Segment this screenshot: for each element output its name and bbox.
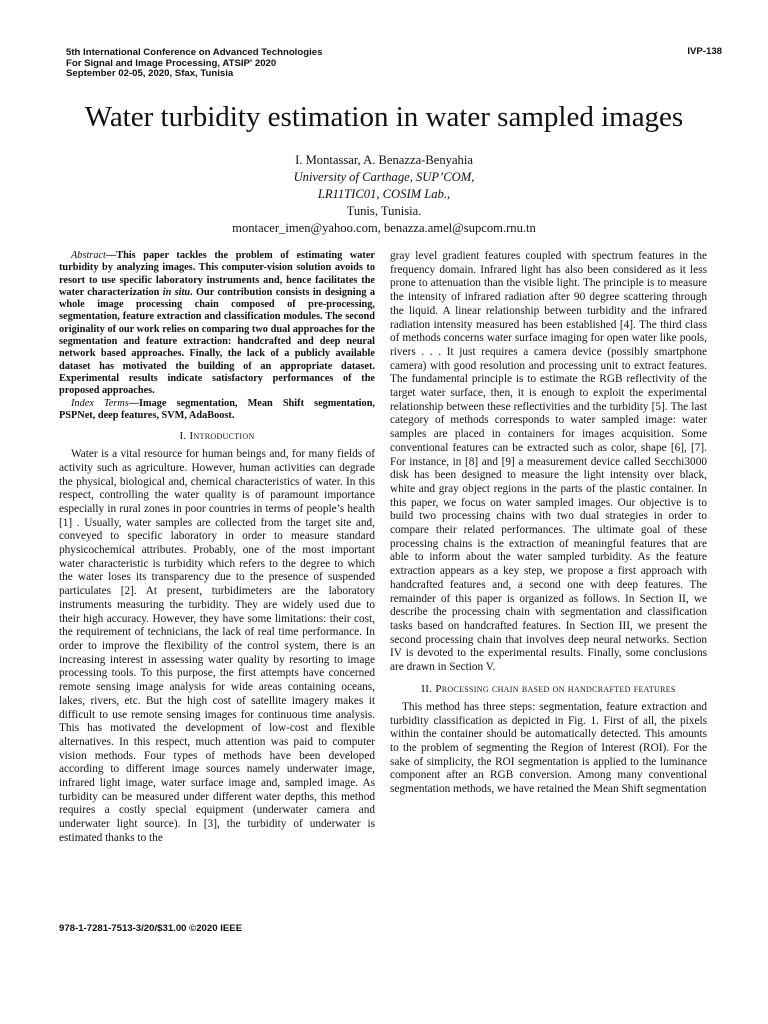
author-location: Tunis, Tunisia. bbox=[346, 204, 422, 218]
paper-title: Water turbidity estimation in water sampled images bbox=[84, 101, 684, 133]
left-column bbox=[59, 250, 375, 846]
abstract-in-situ: in situ bbox=[162, 286, 191, 298]
index-terms bbox=[59, 398, 375, 423]
right-paragraph-2: This method has three steps: segmentation, feature extraction and turbidity classification as depicted in Fig. 1. First of all, the pixels within the container should be automatically detected. This amounts to the problem of segmenting the Region of Interest (ROI). For the sake of simplicity, the ROI segmentation is applied to the luminance component after an RGB conversion. Among many conventional segmentation methods, we have retained the Mean Shift segmentation bbox=[390, 700, 707, 796]
author-emails: montacer_imen@yahoo.com, benazza.amel@supcom.rnu.tn bbox=[232, 221, 536, 235]
right-paragraph-1: gray level gradient features coupled with spectrum features in the frequency domain. Infrared light has also been considered as it less prone to attenuation than the visible light. The principle is to measure the intensity of infrared radiation after 90 degree scattering through the liquid. A linear relationship between turbidity and the infrared radiation intensity measured has been established [4]. The third class of methods concerns water surface imaging for open water like pools, rivers . . . It just requires a camera device (possibly smartphone camera) with good resolution and processing unit to extract features. The fundamental principle is to estimate the RGB reflectivity of the target water surface, then, it is enough to exploit the experimental relationship between these reflectivities and the turbidity [5]. The last category of methods corresponds to water sampled image: water samples are placed in containers for images acquisition. Some conventional features can be extracted such as color, shape [6], [7]. For instance, in [8] and [9] a measurement device called Secchi3000 disk has been designed to measure the light intensity over black, white and gray object regions in the parts of the plastic container. In this paper, we focus on water sampled images. Our objective is to build two processing chains with two dual strategies in order to compare their related performances. The ultimate goal of these processing chains is the extraction of meaningful features that are able to inform about the water sampled turbidity. As the feature extraction appears as a key step, we propose a first approach with handcrafted features and, a second one with deep features. The remainder of this paper is organized as follows. In Section II, we describe the processing chain with segmentation and classification tasks based on handcrafted features. In Section III, we present the second processing chain that involves deep neural networks. Section IV is devoted to the experimental results. Finally, some conclusions are drawn in Section V. bbox=[390, 250, 707, 674]
copyright-footer: 978-1-7281-7513-3/20/$31.00 ©2020 IEEE bbox=[59, 923, 243, 934]
affiliation-line-2: LR11TIC01, COSIM Lab., bbox=[317, 187, 451, 201]
conference-header bbox=[66, 48, 322, 80]
right-column bbox=[390, 250, 707, 797]
conference-line-1: 5th International Conference on Advanced Technologies bbox=[66, 47, 323, 58]
author-block bbox=[0, 152, 768, 237]
author-names: I. Montassar, A. Benazza-Benyahia bbox=[295, 153, 473, 167]
affiliation-line-1: University of Carthage, SUP’COM, bbox=[293, 170, 475, 184]
section-2-heading: II. Processing chain based on handcrafted features bbox=[421, 682, 676, 695]
section-1-heading: I. Introduction bbox=[179, 430, 255, 443]
abstract bbox=[59, 250, 375, 398]
paper-id: IVP-138 bbox=[687, 46, 722, 57]
conference-line-2: For Signal and Image Processing, ATSIP' 2020 bbox=[66, 57, 277, 69]
introduction-paragraph: Water is a vital resource for human beings and, for many fields of activity such as agriculture. However, human activities can degrade the physical, biological and, chemical characteristics of water. In this respect, controlling the water quality is of paramount importance especially in rural zones in poor countries in terms of people’s health [1] . Usually, water samples are collected from the target site and, conveyed to specific laboratory in order to measure standard physicochemical attributes. Probably, one of the most important water characteristic is turbidity which refers to the degree to which the water loses its transparency due to the presence of suspended particulates [2]. At present, turbidimeters are the laboratory instruments measuring the turbidity. They are widely used due to their high accuracy. However, they have some limitations: their cost, the requirement of technicians, the lack of real time performance. In order to improve the flexibility of the control system, there is an increasing interest in assessing water quality by resorting to image processing tools. To this purpose, the first attempts have concerned remote sensing image analysis for wide areas containing oceans, lakes, rivers, etc. But the high cost of satellite imagery makes it difficult to use remote sensing images for continuous time analysis. This has motivated the development of low-cost and flexible alternatives. In this respect, much attention was paid to computer vision methods. Four types of methods have been developed according to different image sources namely underwater image, infrared light image, water surface image and, sampled image. As turbidity can be measured under different water depths, this method requires a costly special equipment (underwater camera and underwater light source). In [3], the turbidity of underwater is estimated thanks to the bbox=[59, 448, 375, 844]
index-terms-text: —Image segmentation, Mean Shift segmentation, PSPNet, deep features, SVM, AdaBoost. bbox=[59, 397, 375, 421]
abstract-text-2: . Our contribution consists in designing a whole image processing chain composed of pre-processing, segmentation, feature extraction and classification modules. The second originality of our work relies on comparing two dual approaches for the segmentation and feature extraction: handcrafted and deep neural network based approaches. Finally, the lack of a publicly available dataset has motivated the building of an appropriate dataset. Experimental results indicate satisfactory performances of the proposed approaches. bbox=[59, 286, 375, 397]
abstract-label: Abstract bbox=[71, 250, 106, 261]
conference-line-3: September 02-05, 2020, Sfax, Tunisia bbox=[66, 68, 234, 80]
abstract-text-1: —This paper tackles the problem of estimating water turbidity by analyzing images. This computer-vision solution avoids to resort to use specific laboratory instruments and, hence facilitates the water characterization bbox=[59, 250, 375, 298]
index-terms-label: Index Terms bbox=[71, 397, 129, 409]
